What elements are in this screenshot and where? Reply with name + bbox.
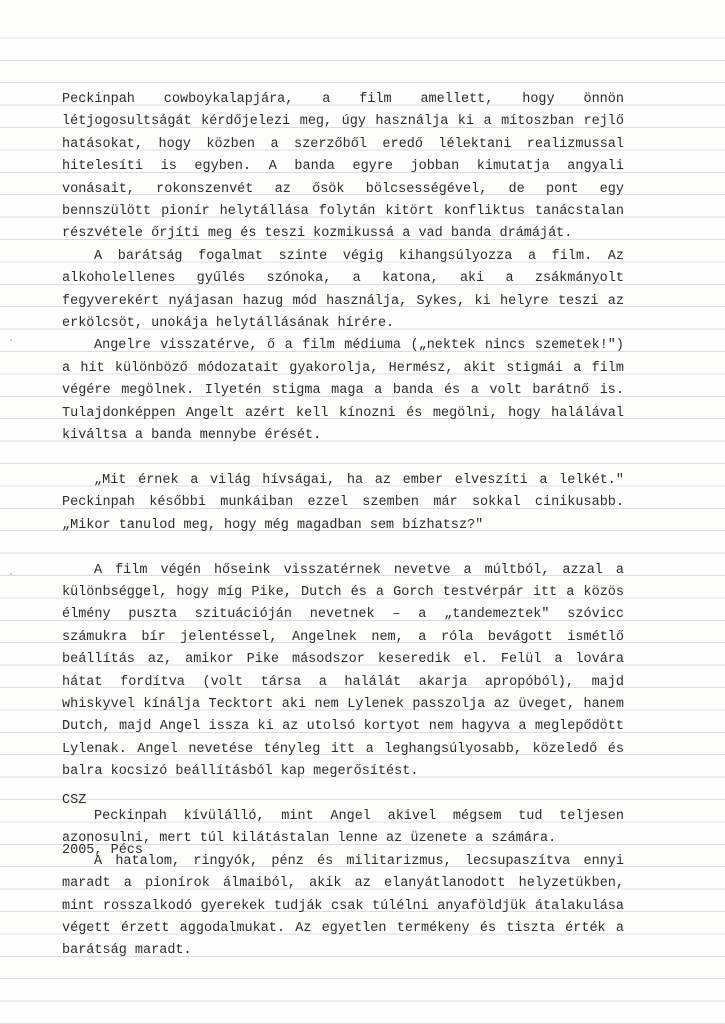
margin-speck: · bbox=[8, 570, 15, 581]
paragraph-7: A hatalom, ringyók, pénz és militarizmus, lecsupaszítva ennyi maradt a pionírok álmaiból, akik az elanyátlanodott helyzetükben, mint rosszalkodó gyerekek tudják csak túlélni anyaföldjük átalakulása végett érzett aggodalmukat. Az egyetlen termékeny és tiszta érték a barátság maradt. bbox=[62, 853, 624, 959]
paragraph-1: Peckinpah cowboykalapjára, a film amellett, hogy önnön létjogosultságát kérdőjelezi meg, úgy használja ki a mítoszban rejlő hatásokat, hogy közben a szerzőből eredő lélektani realizmussal hitelesíti is egyben. A banda egyre jobban kimutatja angyali vonásait, rokonszenvét az ősök bölcsességével, de pont egy bennszülött pionír helytállása folytán kitört konfliktus tanácstalan részvétele őrjíti meg és teszi kozmikussá a vad banda drámáját. bbox=[62, 92, 624, 242]
paragraph-5: A film végén hőseink visszatérnek nevetve a múltból, azzal a különbséggel, hogy míg Pike, Dutch és a Gorch testvérpár itt a közös élmény puszta szituációján nevetnek – a „tandemeztek" szóvicc számukra bír jelentéssel, Angelnek nem, a róla bevágott ismétlő beállítás az, amikor Pike másodszor keseredik el. Felül a lovára hátat fordítva (volt társa a halálát akarja apropóból), majd whiskyvel kínálja Tecktort aki nem Lylenek passzolja az üveget, hanem Dutch, majd Angel issza ki az utolsó kortyot nem hagyva a meglepődött Lylenak. Angel nevetése tényleg itt a leghangsúlyosabb, közeledő és balra kocsizó beállításból kap megerősítést. bbox=[62, 562, 624, 780]
paragraph-3: Angelre visszatérve, ő a film médiuma („nektek nincs szemetek!") a hit különböző módozatait gyakorolja, Hermész, akit stigmái a film végére megölnek. Ilyetén stigma maga a banda és a volt barátnő is. Tulajdonképpen Angelt azért kell kínozni és megölni, hogy halálával kiváltsa a banda mennybe érését. bbox=[62, 338, 624, 444]
margin-speck: ` bbox=[214, 844, 221, 855]
paragraph-gap bbox=[62, 784, 624, 806]
paragraph-gap bbox=[62, 448, 624, 470]
signature: CSZ bbox=[62, 793, 87, 808]
paragraph-6: Peckinpah kívülálló, mint Angel akivel mégsem tud teljesen azonosulni, mert túl kilátástalan lenne az üzenete a számára. bbox=[62, 808, 624, 847]
place-date: 2005, Pécs bbox=[62, 843, 144, 858]
margin-speck: · bbox=[8, 336, 15, 347]
paragraph-2: A barátság fogalmat szinte végig kihangsúlyozza a film. Az alkoholellenes gyűlés szónoka, a katona, aki a zsákmányolt fegyverekért nyájasan hazug mód használja, Sykes, ki helyre teszi az erkölcsöt, unokája helytállásának hírére. bbox=[62, 248, 624, 332]
paragraph-4: „Mit érnek a világ hívságai, ha az ember elveszíti a lelkét." Peckinpah későbbi munkáiban ezzel szemben már sokkal cinikusabb. „Mikor tanulod meg, hogy még magadban sem bízhatsz?" bbox=[62, 472, 624, 533]
paragraph-gap bbox=[62, 537, 624, 559]
document-body bbox=[62, 89, 624, 963]
